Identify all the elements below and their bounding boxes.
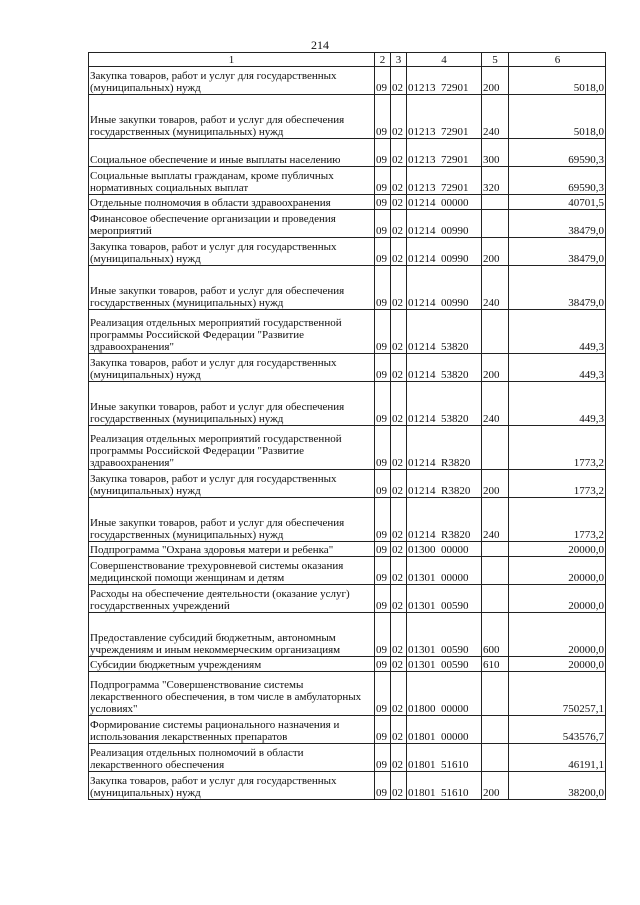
row-code-section: 09 [375, 266, 391, 310]
row-code-section: 09 [375, 139, 391, 167]
row-description: Закупка товаров, работ и услуг для государственных (муниципальных) нужд [89, 772, 375, 800]
row-code-subsection: 02 [391, 382, 407, 426]
table-row [89, 716, 606, 744]
row-amount: 449,3 [509, 354, 606, 382]
row-code-section: 09 [375, 772, 391, 800]
row-amount: 1773,2 [509, 470, 606, 498]
row-description: Формирование системы рационального назначения и использования лекарственных препаратов [89, 716, 375, 744]
row-expense-type: 600 [482, 613, 509, 657]
row-code-section: 09 [375, 382, 391, 426]
row-expense-type: 200 [482, 238, 509, 266]
table-row [89, 585, 606, 613]
row-code-subsection: 02 [391, 470, 407, 498]
table-row [89, 557, 606, 585]
row-code-section: 09 [375, 195, 391, 210]
row-target-article: 01214 R3820 [407, 426, 482, 470]
row-code-section: 09 [375, 67, 391, 95]
row-target-article: 01801 51610 [407, 744, 482, 772]
row-amount: 40701,5 [509, 195, 606, 210]
row-amount: 1773,2 [509, 498, 606, 542]
budget-table [88, 52, 606, 800]
row-target-article: 01300 00000 [407, 542, 482, 557]
row-code-subsection: 02 [391, 585, 407, 613]
row-target-article: 01214 R3820 [407, 498, 482, 542]
row-code-section: 09 [375, 657, 391, 672]
row-expense-type [482, 210, 509, 238]
column-header-6: 6 [509, 53, 606, 67]
row-target-article: 01801 00000 [407, 716, 482, 744]
row-target-article: 01214 R3820 [407, 470, 482, 498]
column-header-5: 5 [482, 53, 509, 67]
row-code-section: 09 [375, 542, 391, 557]
row-description: Расходы на обеспечение деятельности (оказание услуг) государственных учреждений [89, 585, 375, 613]
row-code-subsection: 02 [391, 310, 407, 354]
row-target-article: 01214 53820 [407, 310, 482, 354]
row-description: Совершенствование трехуровневой системы оказания медицинской помощи женщинам и детям [89, 557, 375, 585]
row-code-section: 09 [375, 310, 391, 354]
row-amount: 69590,3 [509, 167, 606, 195]
row-code-section: 09 [375, 470, 391, 498]
row-expense-type [482, 542, 509, 557]
row-description: Реализация отдельных полномочий в области лекарственного обеспечения [89, 744, 375, 772]
row-description: Социальные выплаты гражданам, кроме публичных нормативных социальных выплат [89, 167, 375, 195]
row-description: Социальное обеспечение и иные выплаты населению [89, 139, 375, 167]
row-code-subsection: 02 [391, 772, 407, 800]
row-target-article: 01214 00990 [407, 238, 482, 266]
row-code-section: 09 [375, 498, 391, 542]
table-row [89, 310, 606, 354]
row-code-section: 09 [375, 167, 391, 195]
table-row [89, 382, 606, 426]
row-expense-type [482, 672, 509, 716]
row-code-section: 09 [375, 716, 391, 744]
row-code-subsection: 02 [391, 613, 407, 657]
row-amount: 20000,0 [509, 542, 606, 557]
row-amount: 46191,1 [509, 744, 606, 772]
row-code-subsection: 02 [391, 95, 407, 139]
row-code-subsection: 02 [391, 542, 407, 557]
row-code-section: 09 [375, 585, 391, 613]
row-amount: 38200,0 [509, 772, 606, 800]
row-description: Иные закупки товаров, работ и услуг для обеспечения государственных (муниципальных) нужд [89, 498, 375, 542]
row-amount: 5018,0 [509, 95, 606, 139]
column-header-2: 2 [375, 53, 391, 67]
table-row [89, 238, 606, 266]
row-description: Финансовое обеспечение организации и проведения мероприятий [89, 210, 375, 238]
row-description: Закупка товаров, работ и услуг для государственных (муниципальных) нужд [89, 470, 375, 498]
row-code-subsection: 02 [391, 210, 407, 238]
row-code-subsection: 02 [391, 426, 407, 470]
row-code-section: 09 [375, 744, 391, 772]
row-target-article: 01214 00990 [407, 210, 482, 238]
row-expense-type: 240 [482, 498, 509, 542]
row-expense-type: 240 [482, 382, 509, 426]
row-description: Иные закупки товаров, работ и услуг для обеспечения государственных (муниципальных) нужд [89, 382, 375, 426]
row-amount: 1773,2 [509, 426, 606, 470]
row-expense-type [482, 195, 509, 210]
table-row [89, 266, 606, 310]
row-description: Подпрограмма "Совершенствование системы лекарственного обеспечения, в том числе в амбулаторных условиях" [89, 672, 375, 716]
row-code-subsection: 02 [391, 672, 407, 716]
table-row [89, 426, 606, 470]
row-expense-type: 240 [482, 95, 509, 139]
column-header-3: 3 [391, 53, 407, 67]
row-code-subsection: 02 [391, 354, 407, 382]
table-header-row [89, 53, 606, 67]
row-code-subsection: 02 [391, 266, 407, 310]
row-description: Реализация отдельных мероприятий государственной программы Российской Федерации "Развитие здравоохранения" [89, 426, 375, 470]
row-amount: 69590,3 [509, 139, 606, 167]
row-amount: 750257,1 [509, 672, 606, 716]
row-target-article: 01213 72901 [407, 67, 482, 95]
row-expense-type [482, 426, 509, 470]
row-amount: 543576,7 [509, 716, 606, 744]
column-header-4: 4 [407, 53, 482, 67]
row-code-subsection: 02 [391, 657, 407, 672]
row-code-section: 09 [375, 426, 391, 470]
page-number: 214 [311, 38, 329, 52]
table-row [89, 167, 606, 195]
row-code-section: 09 [375, 95, 391, 139]
row-code-section: 09 [375, 238, 391, 266]
row-target-article: 01301 00590 [407, 585, 482, 613]
row-target-article: 01301 00590 [407, 613, 482, 657]
row-target-article: 01214 00990 [407, 266, 482, 310]
row-description: Иные закупки товаров, работ и услуг для обеспечения государственных (муниципальных) нужд [89, 266, 375, 310]
row-expense-type: 610 [482, 657, 509, 672]
row-code-section: 09 [375, 672, 391, 716]
row-code-section: 09 [375, 354, 391, 382]
row-expense-type [482, 744, 509, 772]
row-amount: 449,3 [509, 382, 606, 426]
row-expense-type: 200 [482, 470, 509, 498]
row-expense-type: 200 [482, 772, 509, 800]
row-code-subsection: 02 [391, 716, 407, 744]
row-code-subsection: 02 [391, 238, 407, 266]
row-expense-type [482, 310, 509, 354]
row-expense-type [482, 716, 509, 744]
row-target-article: 01213 72901 [407, 167, 482, 195]
table-row [89, 210, 606, 238]
row-code-section: 09 [375, 210, 391, 238]
row-target-article: 01213 72901 [407, 95, 482, 139]
row-description: Закупка товаров, работ и услуг для государственных (муниципальных) нужд [89, 238, 375, 266]
row-target-article: 01214 53820 [407, 382, 482, 426]
table-row [89, 354, 606, 382]
row-target-article: 01214 53820 [407, 354, 482, 382]
row-code-section: 09 [375, 613, 391, 657]
row-amount: 38479,0 [509, 238, 606, 266]
row-description: Отдельные полномочия в области здравоохранения [89, 195, 375, 210]
table-row [89, 744, 606, 772]
table-row [89, 657, 606, 672]
row-expense-type: 300 [482, 139, 509, 167]
row-code-section: 09 [375, 557, 391, 585]
row-code-subsection: 02 [391, 139, 407, 167]
row-amount: 20000,0 [509, 557, 606, 585]
row-description: Закупка товаров, работ и услуг для государственных (муниципальных) нужд [89, 354, 375, 382]
row-target-article: 01301 00000 [407, 557, 482, 585]
row-target-article: 01213 72901 [407, 139, 482, 167]
row-expense-type: 240 [482, 266, 509, 310]
row-description: Реализация отдельных мероприятий государственной программы Российской Федерации "Развитие здравоохранения" [89, 310, 375, 354]
row-target-article: 01801 51610 [407, 772, 482, 800]
row-code-subsection: 02 [391, 67, 407, 95]
row-description: Иные закупки товаров, работ и услуг для обеспечения государственных (муниципальных) нужд [89, 95, 375, 139]
row-expense-type: 200 [482, 67, 509, 95]
row-target-article: 01214 00000 [407, 195, 482, 210]
row-code-subsection: 02 [391, 167, 407, 195]
table-row [89, 613, 606, 657]
row-amount: 5018,0 [509, 67, 606, 95]
table-row [89, 67, 606, 95]
row-expense-type: 200 [482, 354, 509, 382]
table-row [89, 498, 606, 542]
row-expense-type [482, 557, 509, 585]
row-code-subsection: 02 [391, 195, 407, 210]
row-code-subsection: 02 [391, 498, 407, 542]
column-header-1: 1 [89, 53, 375, 67]
row-amount: 20000,0 [509, 613, 606, 657]
row-target-article: 01800 00000 [407, 672, 482, 716]
row-amount: 20000,0 [509, 585, 606, 613]
row-description: Субсидии бюджетным учреждениям [89, 657, 375, 672]
row-amount: 38479,0 [509, 210, 606, 238]
table-row [89, 195, 606, 210]
table-row [89, 772, 606, 800]
table-body [89, 67, 606, 800]
table-row [89, 139, 606, 167]
row-amount: 449,3 [509, 310, 606, 354]
row-code-subsection: 02 [391, 744, 407, 772]
row-description: Предоставление субсидий бюджетным, автономным учреждениям и иным некоммерческим организациям [89, 613, 375, 657]
row-target-article: 01301 00590 [407, 657, 482, 672]
table-row [89, 542, 606, 557]
row-amount: 20000,0 [509, 657, 606, 672]
row-amount: 38479,0 [509, 266, 606, 310]
row-expense-type: 320 [482, 167, 509, 195]
row-code-subsection: 02 [391, 557, 407, 585]
row-expense-type [482, 585, 509, 613]
table-row [89, 672, 606, 716]
table-row [89, 470, 606, 498]
row-description: Закупка товаров, работ и услуг для государственных (муниципальных) нужд [89, 67, 375, 95]
row-description: Подпрограмма "Охрана здоровья матери и ребенка" [89, 542, 375, 557]
table-row [89, 95, 606, 139]
